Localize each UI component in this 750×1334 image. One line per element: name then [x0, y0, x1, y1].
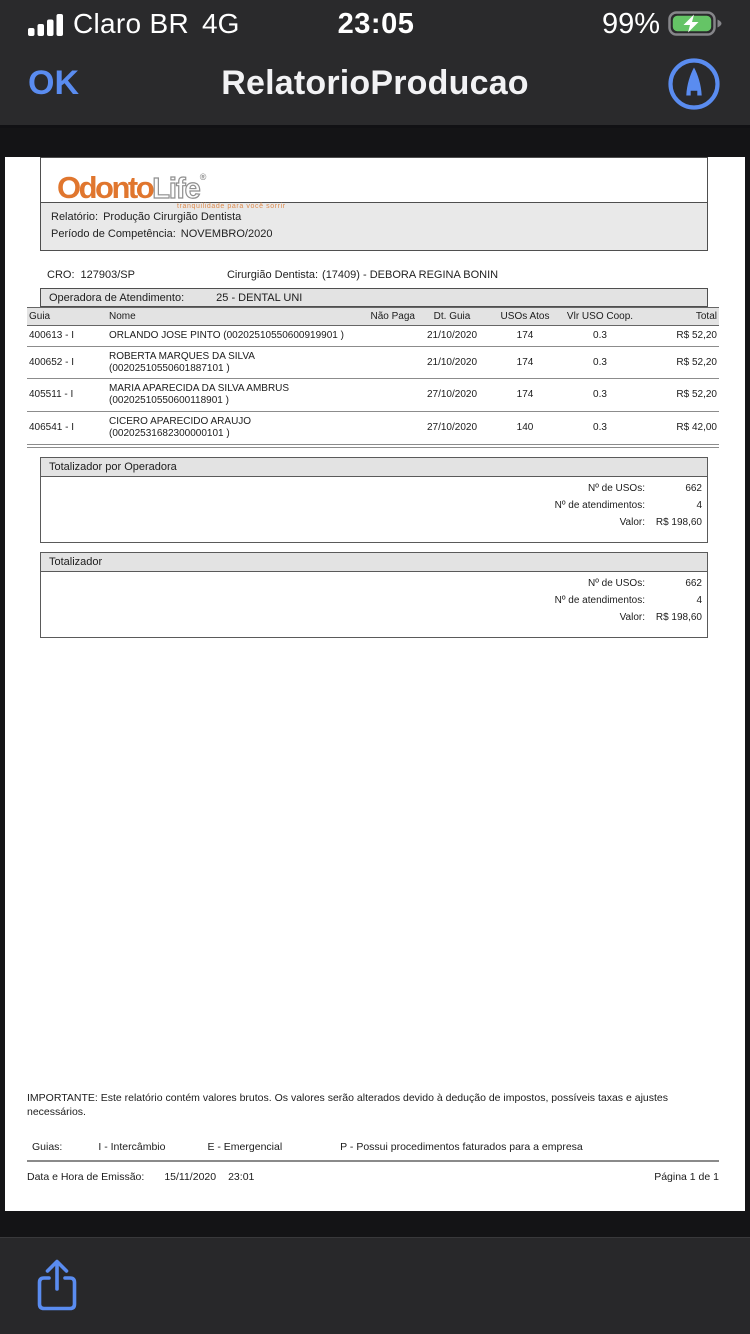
top-chrome [0, 0, 750, 128]
emissao-time: 23:01 [228, 1171, 255, 1183]
logo-life-text: Life® [152, 172, 206, 205]
table-row [27, 379, 719, 412]
importante-note: IMPORTANTE: Este relatório contém valores brutos. Os valores serão alterados devido à dedução de impostos, possíveis taxas e ajustes necessários. [27, 1091, 668, 1118]
emissao-row [27, 1162, 719, 1183]
header-nao-paga: Não Paga [357, 308, 417, 326]
cell-total: R$ 52,20 [637, 326, 719, 347]
total-valor-row [41, 612, 707, 629]
total-valor-label: Valor: [619, 516, 645, 528]
header-guia: Guia [27, 308, 107, 326]
total-usos-label: Nº de USOs: [587, 577, 645, 589]
report-header-box [40, 157, 708, 251]
totalizador-geral-title: Totalizador [41, 553, 707, 572]
header-vlr-uso: Vlr USO Coop. [563, 308, 637, 326]
cell-vlr: 0.3 [563, 379, 637, 412]
total-valor-label: Valor: [619, 611, 645, 623]
clock-time: 23:05 [337, 7, 415, 40]
cell-nome: CICERO APARECIDO ARAUJO (00202531682300000101 ) [107, 411, 357, 444]
document-viewer[interactable] [0, 128, 750, 1237]
table-row [27, 411, 719, 444]
dentista-label: Cirurgião Dentista: [226, 269, 319, 281]
cell-vlr: 0.3 [563, 326, 637, 347]
operadora-label: Operadora de Atendimento: [49, 291, 185, 304]
cell-dt-guia: 27/10/2020 [417, 379, 487, 412]
operadora-value: 25 - DENTAL UNI [216, 291, 303, 304]
periodo-label: Período de Competência: [51, 228, 176, 240]
header-usos-atos: USOs Atos [487, 308, 563, 326]
status-right [454, 8, 724, 41]
header-total: Total [637, 308, 719, 326]
page-number: Página 1 de 1 [654, 1171, 719, 1183]
periodo-value: NOVEMBRO/2020 [180, 228, 273, 240]
ok-button[interactable]: OK [28, 64, 79, 102]
emissao-date: 15/11/2020 [164, 1171, 217, 1183]
report-type-row [51, 209, 697, 226]
share-button[interactable] [33, 1257, 81, 1315]
cell-nao-paga [357, 326, 417, 347]
cell-nome: ROBERTA MARQUES DA SILVA (00202510550601887101 ) [107, 346, 357, 379]
markup-pen-icon[interactable] [666, 56, 722, 112]
cell-total: R$ 42,00 [637, 411, 719, 444]
cell-usos: 174 [487, 379, 563, 412]
status-left [28, 8, 298, 40]
guias-label: Guias: [32, 1141, 63, 1153]
cell-usos: 174 [487, 326, 563, 347]
cell-vlr: 0.3 [563, 346, 637, 379]
total-atendimentos-row [41, 500, 707, 517]
total-usos-row [41, 483, 707, 500]
pdf-page [5, 157, 745, 1211]
total-atendimentos-label: Nº de atendimentos: [554, 499, 645, 511]
legend-emergencial: E - Emergencial [207, 1141, 283, 1153]
cro-value: 127903/SP [80, 269, 135, 281]
guias-legend-row [27, 1141, 719, 1162]
battery-charging-icon [668, 11, 724, 37]
total-atendimentos-value: 4 [696, 499, 702, 511]
totalizador-operadora-title: Totalizador por Operadora [41, 458, 707, 477]
nav-bar [0, 42, 750, 125]
share-icon [33, 1258, 81, 1314]
total-valor-value: R$ 198,60 [655, 611, 702, 623]
table-row [27, 326, 719, 347]
cell-nao-paga [357, 379, 417, 412]
production-table [27, 307, 719, 445]
operadora-bar [40, 288, 708, 307]
network-type-label: 4G [202, 8, 240, 39]
relatorio-value: Produção Cirurgião Dentista [103, 211, 242, 223]
dentist-info-row [40, 269, 708, 281]
cell-dt-guia: 21/10/2020 [417, 326, 487, 347]
emissao-label: Data e Hora de Emissão: [27, 1171, 145, 1183]
cell-total: R$ 52,20 [637, 379, 719, 412]
legend-intercambio: I - Intercâmbio [98, 1141, 166, 1153]
dentista-value: (17409) - DEBORA REGINA BONIN [322, 269, 499, 281]
total-atendimentos-label: Nº de atendimentos: [554, 594, 645, 606]
logo [41, 158, 707, 210]
relatorio-label: Relatório: [51, 211, 99, 223]
totalizador-geral-box [40, 552, 708, 638]
document-footer [27, 1091, 719, 1183]
total-valor-value: R$ 198,60 [655, 516, 702, 528]
cell-usos: 140 [487, 411, 563, 444]
signal-strength-icon [28, 13, 64, 36]
cell-guia: 400613 - I [27, 326, 107, 347]
legend-faturados: P - Possui procedimentos faturados para a empresa [340, 1141, 583, 1153]
cell-usos: 174 [487, 346, 563, 379]
table-header-row [27, 308, 719, 326]
report-period-row [51, 226, 697, 243]
cell-guia: 400652 - I [27, 346, 107, 379]
cell-total: R$ 52,20 [637, 346, 719, 379]
cell-nome: ORLANDO JOSE PINTO (00202510550600919901 ) [107, 326, 357, 347]
bottom-toolbar [0, 1237, 750, 1334]
table-row [27, 346, 719, 379]
cell-dt-guia: 21/10/2020 [417, 346, 487, 379]
total-atendimentos-row [41, 595, 707, 612]
total-usos-row [41, 578, 707, 595]
cell-guia: 406541 - I [27, 411, 107, 444]
cell-nao-paga [357, 346, 417, 379]
total-usos-value: 662 [685, 577, 702, 589]
registered-mark: ® [199, 172, 206, 182]
carrier-label: Claro BR [73, 8, 189, 39]
total-usos-value: 662 [685, 482, 702, 494]
totalizador-operadora-box [40, 457, 708, 543]
report-info [41, 202, 707, 250]
logo-tagline: tranquilidade para você sorrir [177, 203, 286, 210]
battery-percent-label: 99% [601, 7, 660, 40]
table-end-divider [27, 447, 719, 448]
cell-dt-guia: 27/10/2020 [417, 411, 487, 444]
total-atendimentos-value: 4 [696, 594, 702, 606]
total-usos-label: Nº de USOs: [587, 482, 645, 494]
cell-guia: 405511 - I [27, 379, 107, 412]
logo-odonto-text: Odonto [57, 170, 153, 205]
header-nome: Nome [107, 308, 357, 326]
total-valor-row [41, 517, 707, 534]
cell-vlr: 0.3 [563, 411, 637, 444]
status-bar [0, 0, 750, 42]
header-dt-guia: Dt. Guia [417, 308, 487, 326]
cro-label: CRO: [47, 269, 75, 281]
page-title: RelatorioProducao [221, 64, 529, 102]
cell-nao-paga [357, 411, 417, 444]
cell-nome: MARIA APARECIDA DA SILVA AMBRUS (00202510550600118901 ) [107, 379, 357, 412]
